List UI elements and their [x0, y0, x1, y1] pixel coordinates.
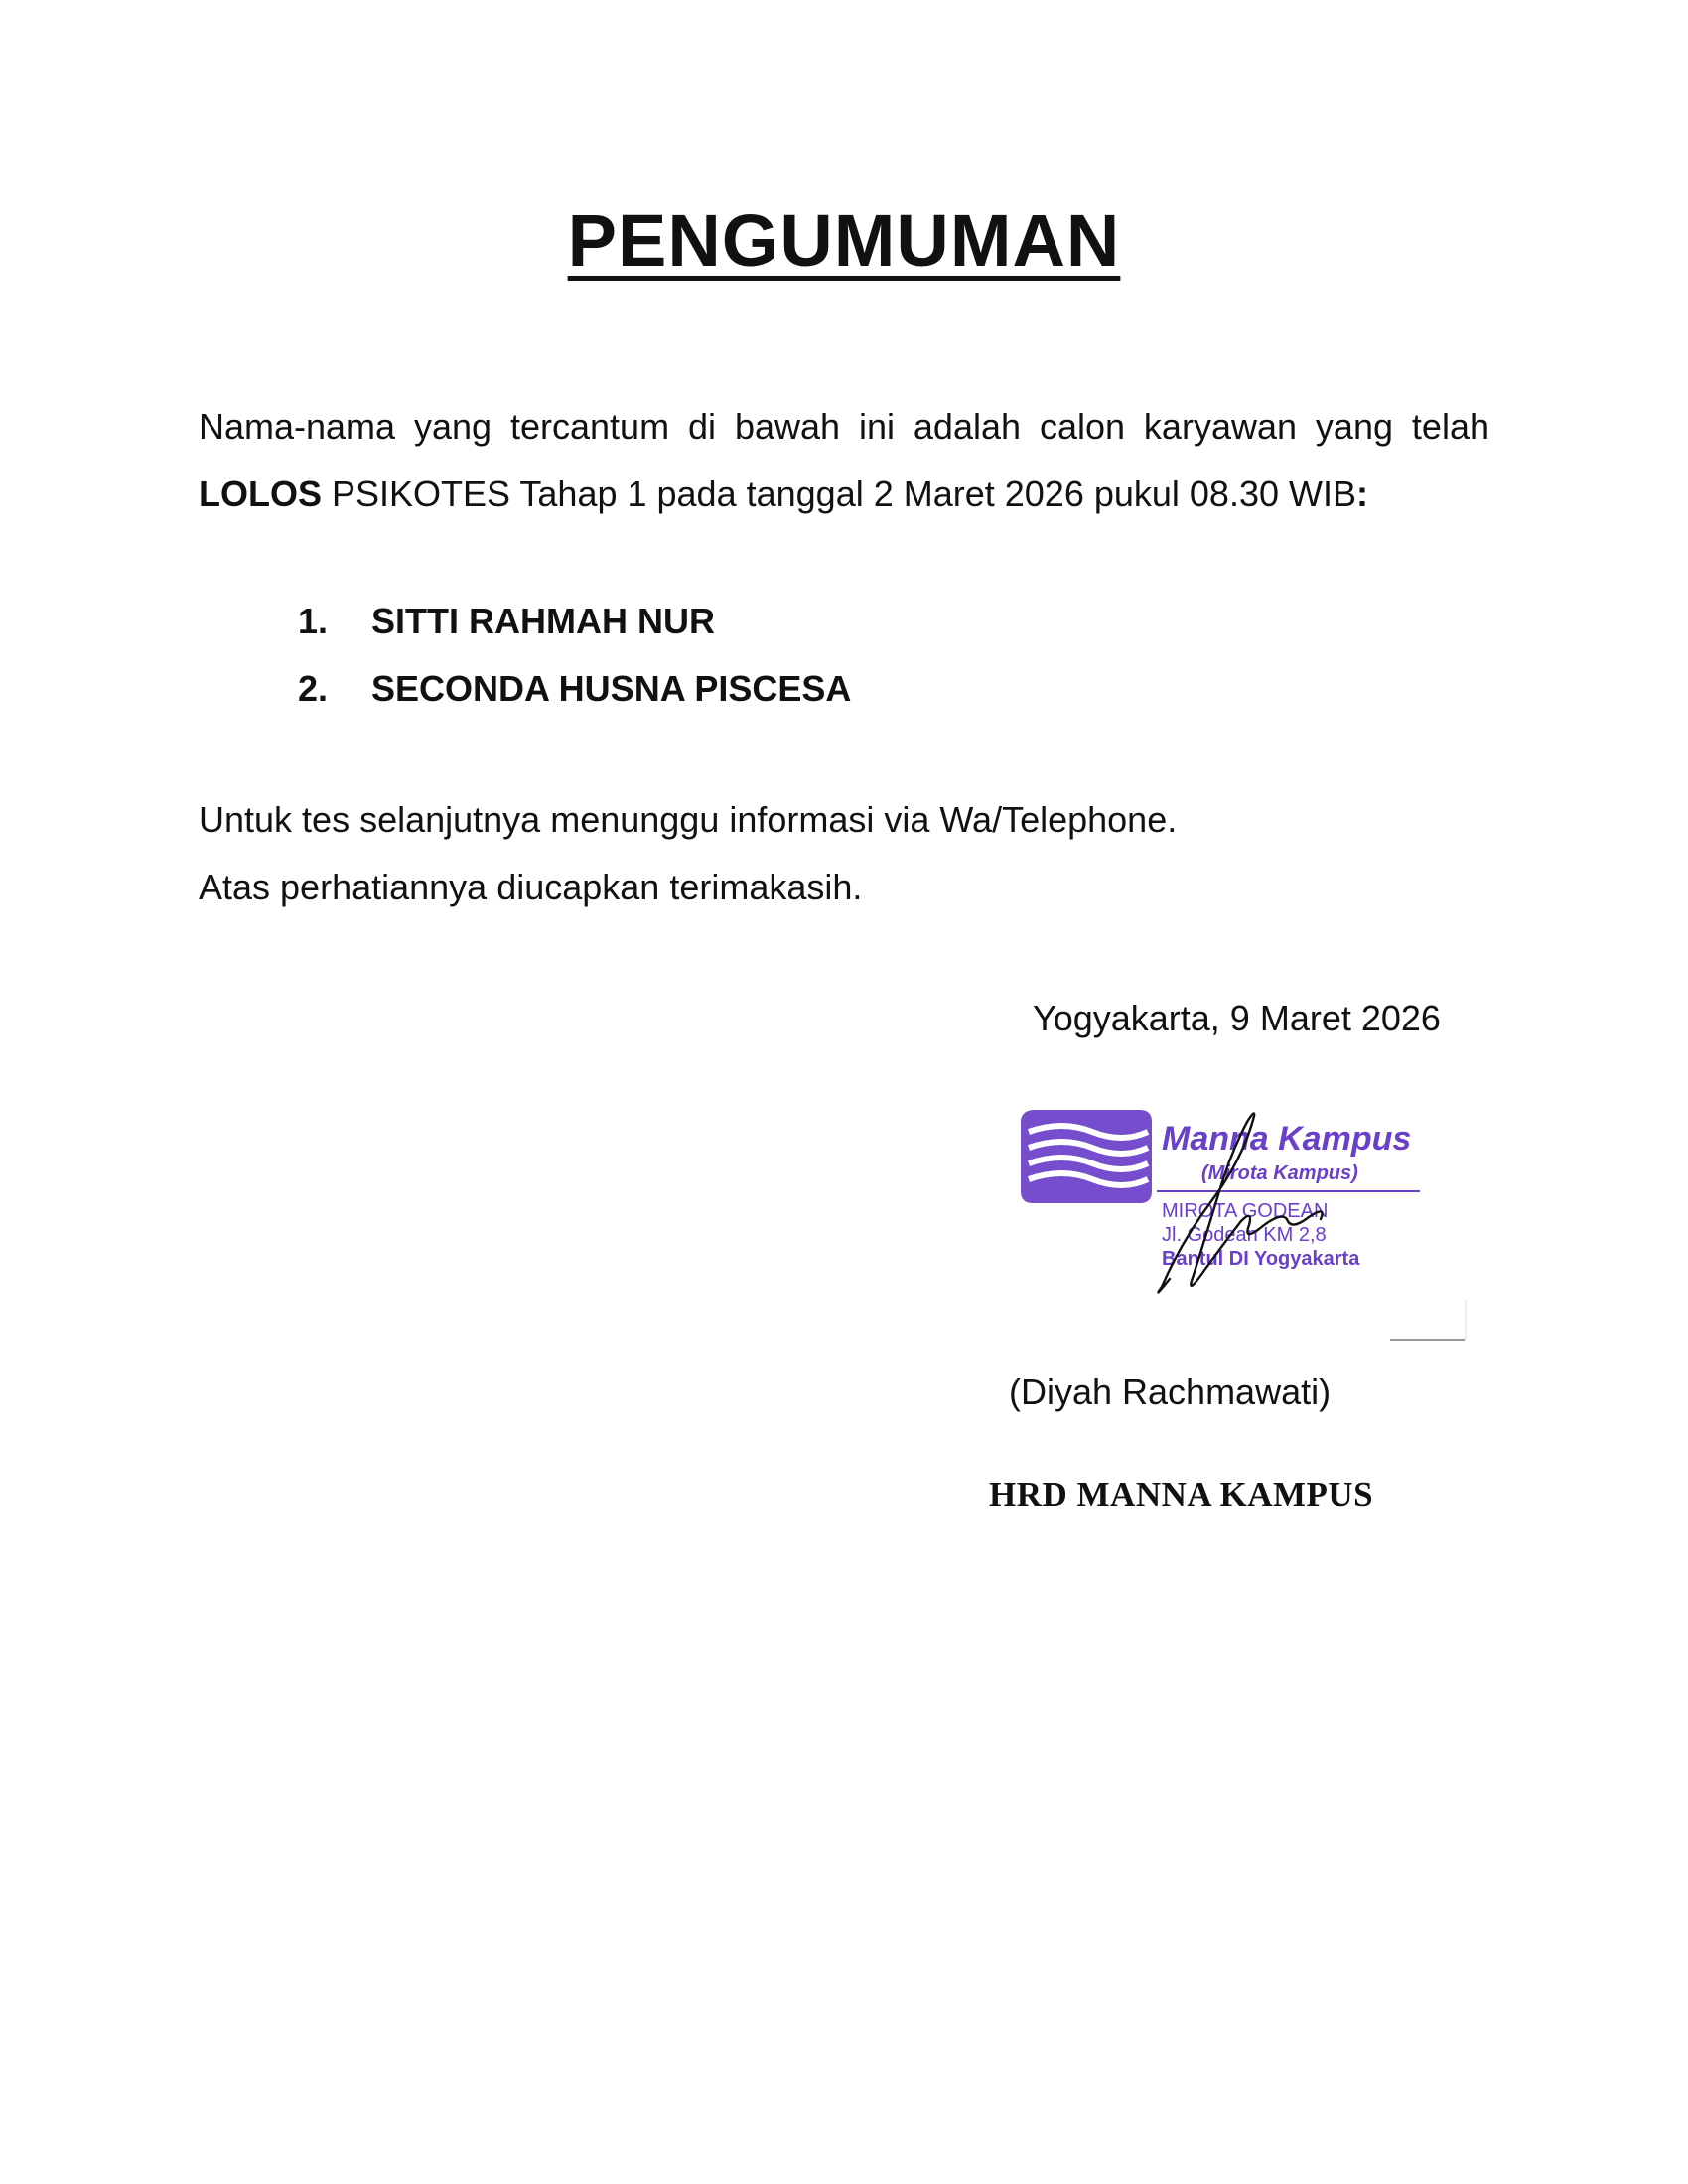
candidate-list: [298, 588, 851, 723]
intro-text: Nama-nama yang tercantum di bawah ini adalah calon karyawan yang telah: [199, 406, 1489, 447]
closing-line-2: Atas perhatiannya diucapkan terimakasih.: [199, 867, 863, 907]
document-title: PENGUMUMAN: [567, 200, 1121, 282]
closing-paragraph: [199, 786, 1489, 921]
stamp-graphic: [993, 1092, 1479, 1360]
signer-name: (Diyah Rachmawati): [1009, 1371, 1332, 1412]
intro-bold-text: LOLOS: [199, 474, 322, 514]
list-item-number: 1.: [298, 601, 329, 641]
intro-paragraph: [199, 393, 1489, 528]
list-item-name: SECONDA HUSNA PISCESA: [371, 668, 852, 709]
signer-title: HRD MANNA KAMPUS: [989, 1475, 1374, 1514]
place-date: Yogyakarta, 9 Maret 2026: [1033, 998, 1441, 1038]
intro-colon: :: [1356, 474, 1368, 514]
company-stamp: [993, 1092, 1479, 1360]
stamp-logo-icon: [1021, 1110, 1152, 1203]
closing-line-1: Untuk tes selanjutnya menunggu informasi via Wa/Telephone.: [199, 799, 1178, 840]
list-item-name: SITTI RAHMAH NUR: [371, 601, 715, 641]
list-item: [298, 588, 851, 655]
list-item: [298, 655, 851, 723]
intro-text-after: PSIKOTES Tahap 1 pada tanggal 2 Maret 2026 pukul 08.30 WIB: [322, 474, 1356, 514]
stamp-line-2: Jl. Godean KM 2,8: [1162, 1224, 1327, 1246]
stamp-brand: Manna Kampus: [1162, 1120, 1412, 1158]
list-item-number: 2.: [298, 668, 329, 709]
stamp-line-1: MIROTA GODEAN: [1162, 1200, 1329, 1222]
stamp-line-3: Bantul DI Yogyakarta: [1162, 1248, 1360, 1270]
stamp-sub: (Mirota Kampus): [1201, 1162, 1358, 1184]
